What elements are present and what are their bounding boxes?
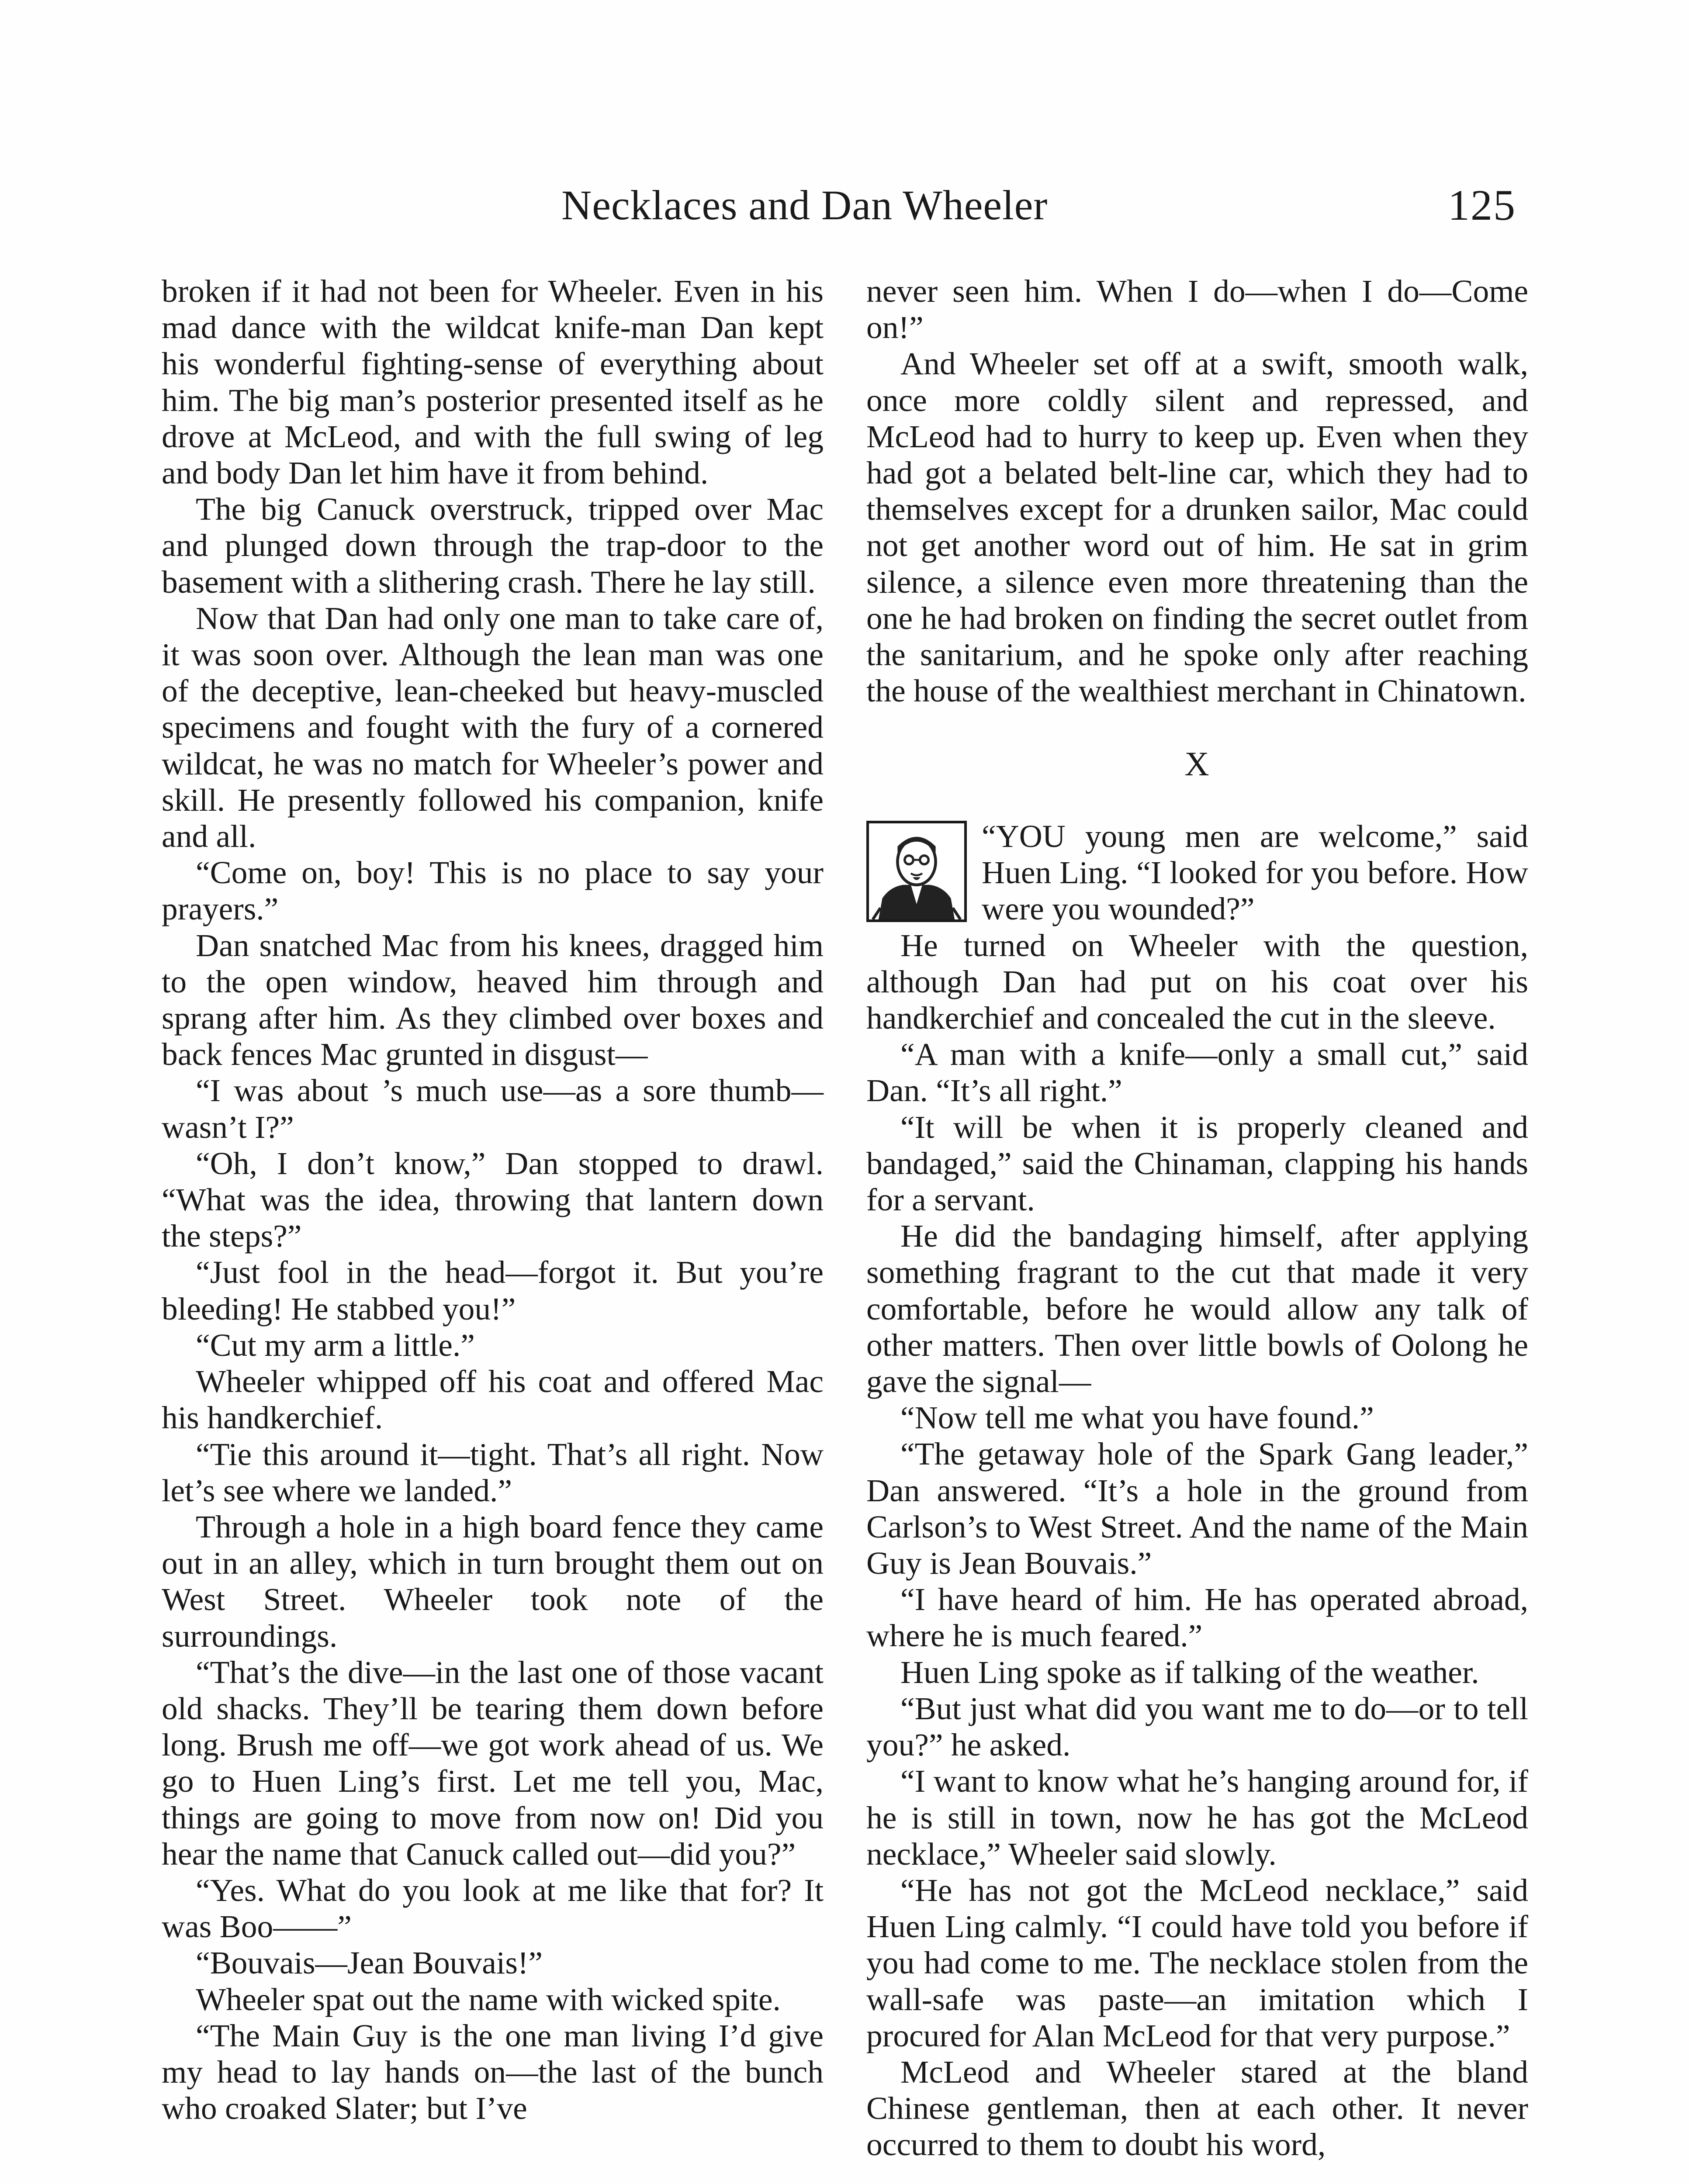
paragraph: Now that Dan had only one man to take care of, it was soon over. Although the lean man was one of the deceptive, lean-cheeked but heavy-muscled specimens and fought with the fury of a cornered wildcat, he was no match for Wheeler’s power and skill. He presently followed his companion, knife and all. [162,600,824,854]
running-title: Necklaces and Dan Wheeler [561,182,1048,228]
page-number: 125 [1448,181,1516,229]
paragraph: McLeod and Wheeler stared at the bland Chinese gentleman, then at each other. It never occurred to them to doubt his word, [866,2054,1528,2163]
paragraph: Dan snatched Mac from his knees, dragged him to the open window, heaved him through and sprang after him. As they climbed over boxes and back fences Mac grunted in disgust— [162,927,824,1072]
paragraph: broken if it had not been for Wheeler. Even in his mad dance with the wildcat knife-man Dan kept his wonderful fighting-sense of everything about him. The big man’s posterior presented itself as he drove at McLeod, and with the full swing of leg and body Dan let him have it from behind. [162,273,824,491]
paragraph: “The Main Guy is the one man living I’d give my head to lay hands on—the last of the bunch who croaked Slater; but I’ve [162,2018,824,2126]
paragraph: And Wheeler set off at a swift, smooth walk, once more coldly silent and repressed, and McLeod had to hurry to keep up. Even when they had got a belated belt-line car, which they had to themselves except for a drunken sailor, Mac could not get another word out of him. He sat in grim silence, a silence even more threatening than the one he had broken on finding the secret outlet from the sanitarium, and he spoke only after reaching the house of the wealthiest merchant in Chinatown. [866,346,1528,709]
paragraph: He did the bandaging himself, after applying something fragrant to the cut that made it very comfortable, before he would allow any talk of other matters. Then over little bowls of Oolong he gave the signal— [866,1218,1528,1400]
paragraph: “I have heard of him. He has operated abroad, where he is much feared.” [866,1582,1528,1654]
page-header [162,177,1516,234]
chinese-man-portrait-icon [866,821,967,922]
paragraph: “But just what did you want me to do—or to tell you?” he asked. [866,1690,1528,1763]
paragraph: “Cut my arm a little.” [196,1327,475,1363]
paragraph: “Yes. What do you look at me like that for? It was Boo——” [162,1872,824,1945]
paragraph: “Now tell me what you have found.” [900,1400,1374,1436]
paragraph: “Come on, boy! This is no place to say your prayers.” [162,855,824,927]
chapter-heading: X [1184,744,1210,783]
right-column [866,273,1528,2163]
paragraph: never seen him. When I do—when I do—Come on!” [866,273,1528,346]
paragraph: “The getaway hole of the Spark Gang leader,” Dan answered. “It’s a hole in the ground from Carlson’s to West Street. And the name of the Main Guy is Jean Bouvais.” [866,1436,1528,1581]
paragraph: “Just fool in the head—forgot it. But you’re bleeding! He stabbed you!” [162,1254,824,1327]
paragraph: Wheeler spat out the name with wicked spite. [196,1981,781,2017]
paragraph: Wheeler whipped off his coat and offered Mac his handkerchief. [162,1364,824,1436]
paragraph: The big Canuck overstruck, tripped over Mac and plunged down through the trap-door to the basement with a slithering crash. There he lay still. [162,491,824,600]
paragraph: “Tie this around it—tight. That’s all right. Now let’s see where we landed.” [162,1436,824,1508]
paragraph: “A man with a knife—only a small cut,” said Dan. “It’s all right.” [866,1037,1528,1109]
paragraph: “That’s the dive—in the last one of those vacant old shacks. They’ll be tearing them down before long. Brush me off—we got work ahead of us. We go to Huen Ling’s first. Let me tell you, Mac, things are going to move from now on! Did you hear the name that Canuck called out—did you?” [162,1654,824,1872]
paragraph: He turned on Wheeler with the question, although Dan had put on his coat over his handkerchief and concealed the cut in the sleeve. [866,927,1528,1036]
paragraph: “I want to know what he’s hanging around for, if he is still in town, now he has got the McLeod necklace,” Wheeler said slowly. [866,1763,1528,1872]
chapter-opening [866,818,1528,927]
paragraph: “He has not got the McLeod necklace,” said Huen Ling calmly. “I could have told you before if you had come to me. The necklace stolen from the wall-safe was paste—an imitation which I procured for Alan McLeod for that very purpose.” [866,1872,1528,2053]
paragraph: “YOU young men are welcome,” said Huen Ling. “I looked for you before. How were you wounded?” [982,819,1528,927]
paragraph: Huen Ling spoke as if talking of the weather. [900,1654,1479,1690]
paragraph: “It will be when it is properly cleaned and bandaged,” said the Chinaman, clapping his hands for a servant. [866,1109,1528,1218]
paragraph: “Oh, I don’t know,” Dan stopped to drawl. “What was the idea, throwing that lantern down the steps?” [162,1145,824,1254]
left-column [162,273,824,2126]
paragraph: Through a hole in a high board fence they came out in an alley, which in turn brought them out on West Street. Wheeler took note of the surroundings. [162,1509,824,1654]
paragraph: “Bouvais—Jean Bouvais!” [196,1945,543,1981]
paragraph: “I was about ’s much use—as a sore thumb—wasn’t I?” [162,1073,824,1145]
